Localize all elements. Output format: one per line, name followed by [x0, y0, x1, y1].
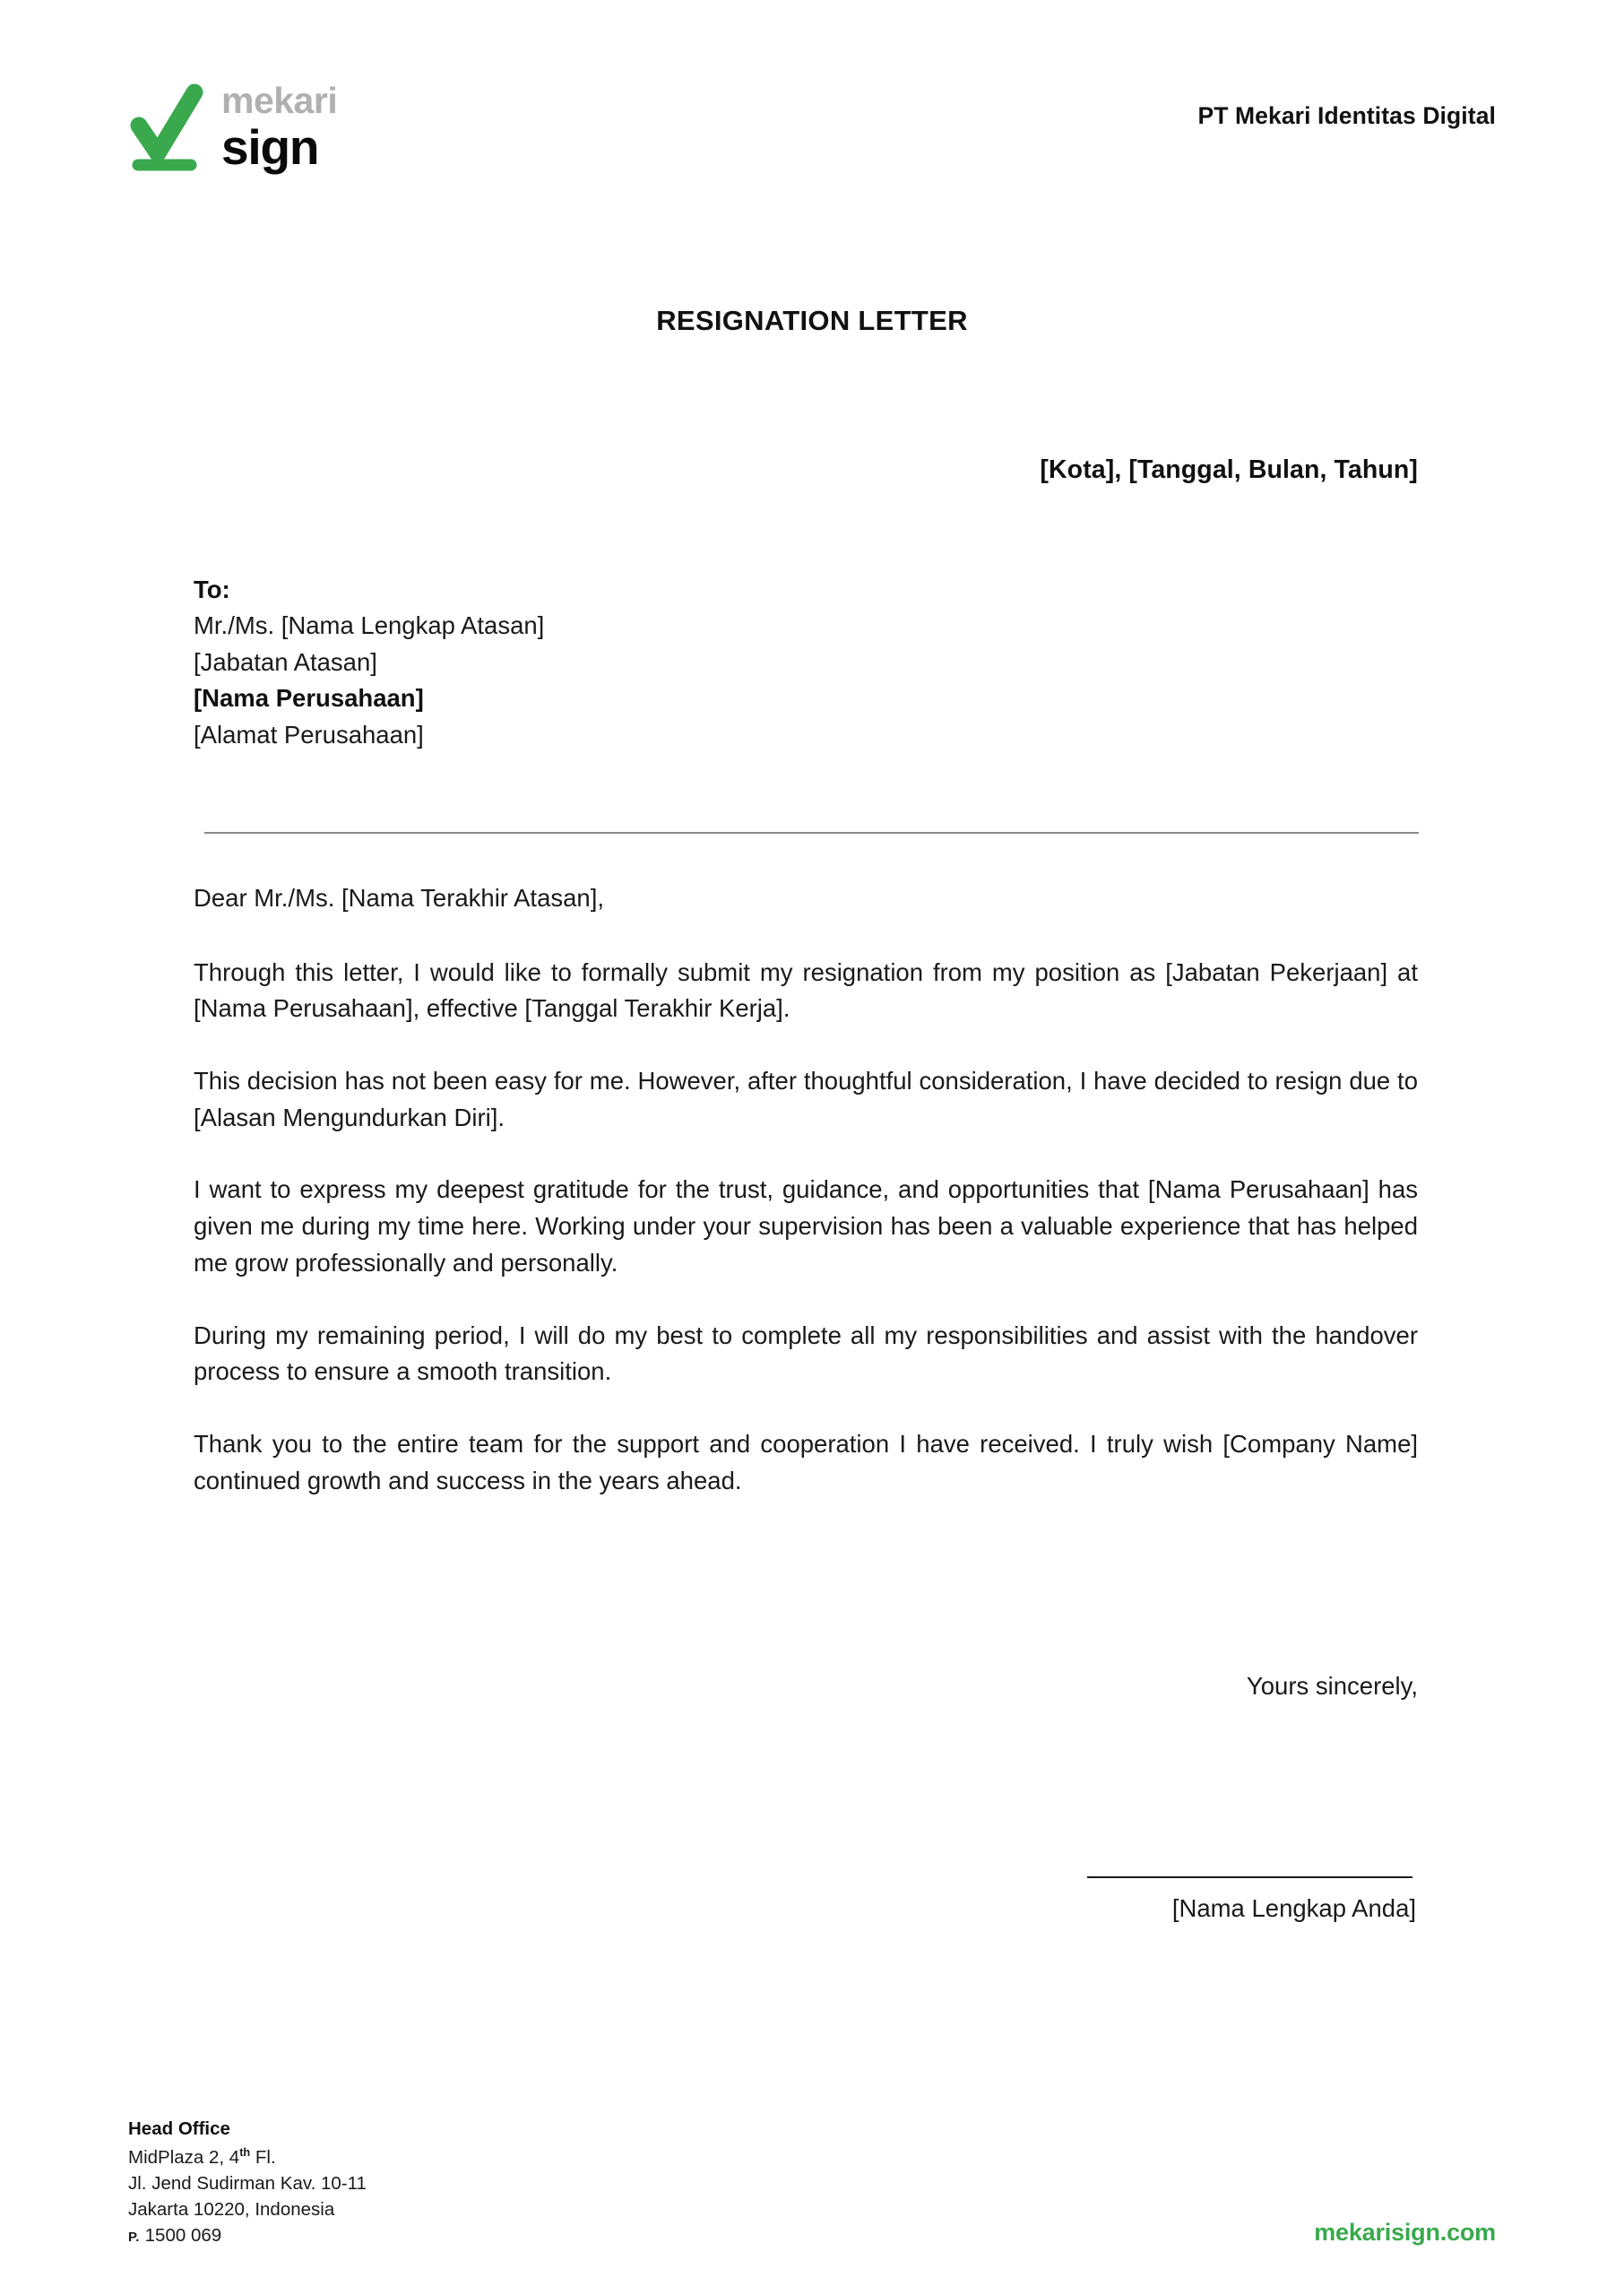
page-title: RESIGNATION LETTER: [656, 305, 968, 336]
head-office-address: [128, 2116, 367, 2248]
phone-row: [128, 2222, 367, 2248]
address-line-1: [128, 2144, 367, 2170]
signature-space: [194, 1704, 1418, 1876]
signer-name: [Nama Lengkap Anda]: [1171, 1893, 1416, 1922]
green-check-underline-icon: [128, 79, 205, 172]
logo-wordmark: [221, 79, 338, 175]
address-line-1-post: Fl.: [250, 2146, 276, 2168]
recipient-label: To:: [194, 576, 230, 603]
letter-body: [194, 880, 1418, 1499]
letter-paragraph: Thank you to the entire team for the support and cooperation I have received. I truly wish [Company Name] continued growth and success in the years ahead.: [194, 1429, 1418, 1494]
recipient-position: [Jabatan Atasan]: [194, 647, 377, 676]
letter-paragraph: I want to express my deepest gratitude for the trust, guidance, and opportunities that [Nama Perusahaan] has given me during my time here. Working under your supervision has been a valuable experience that has helped me grow professionally and personally.: [194, 1175, 1418, 1277]
recipient-company: [Nama Perusahaan]: [194, 684, 424, 713]
phone-label: P.: [128, 2229, 140, 2245]
page-header: [128, 79, 1496, 186]
signature-block: [194, 1669, 1418, 1924]
recipient-address: [Alamat Perusahaan]: [194, 720, 424, 749]
page-footer: [128, 2116, 1496, 2248]
company-entity-name: PT Mekari Identitas Digital: [1197, 102, 1496, 129]
head-office-label: Head Office: [128, 2118, 230, 2140]
signature-line-wrap: [194, 1876, 1418, 1892]
recipient-name: Mr./Ms. [Nama Lengkap Atasan]: [194, 611, 545, 640]
horizontal-divider: [204, 832, 1419, 834]
address-line-1-pre: MidPlaza 2, 4: [128, 2146, 240, 2168]
recipient-block: [194, 572, 1000, 753]
signature-rule: [1087, 1876, 1412, 1878]
signature-closing: Yours sincerely,: [1246, 1672, 1418, 1700]
mekari-sign-logo: [128, 79, 338, 175]
logo-word-mekari: mekari: [221, 80, 338, 122]
date-place-line: [Kota], [Tanggal, Bulan, Tahun]: [1040, 455, 1418, 484]
letter-paragraph: Through this letter, I would like to formally submit my resignation from my position as [Jabatan Pekerjaan] at [Nama Perusahaan], effective [Tanggal Terakhir Kerja].: [194, 957, 1418, 1023]
address-line-2: Jl. Jend Sudirman Kav. 10-11: [128, 2172, 367, 2194]
logo-word-sign: sign: [221, 118, 319, 175]
address-line-3: Jakarta 10220, Indonesia: [128, 2198, 335, 2220]
website-link[interactable]: mekarisign.com: [1314, 2219, 1496, 2246]
letter-salutation: Dear Mr./Ms. [Nama Terakhir Atasan],: [194, 884, 604, 912]
letter-paragraph: This decision has not been easy for me. However, after thoughtful consideration, I have decided to resign due to [Alasan Mengundurkan Diri].: [194, 1067, 1418, 1131]
letter-paragraph: During my remaining period, I will do my best to complete all my responsibilities and assist with the handover process to ensure a smooth transition.: [194, 1321, 1418, 1386]
phone-number: 1500 069: [144, 2224, 222, 2246]
address-line-1-ordinal: th: [239, 2144, 251, 2159]
